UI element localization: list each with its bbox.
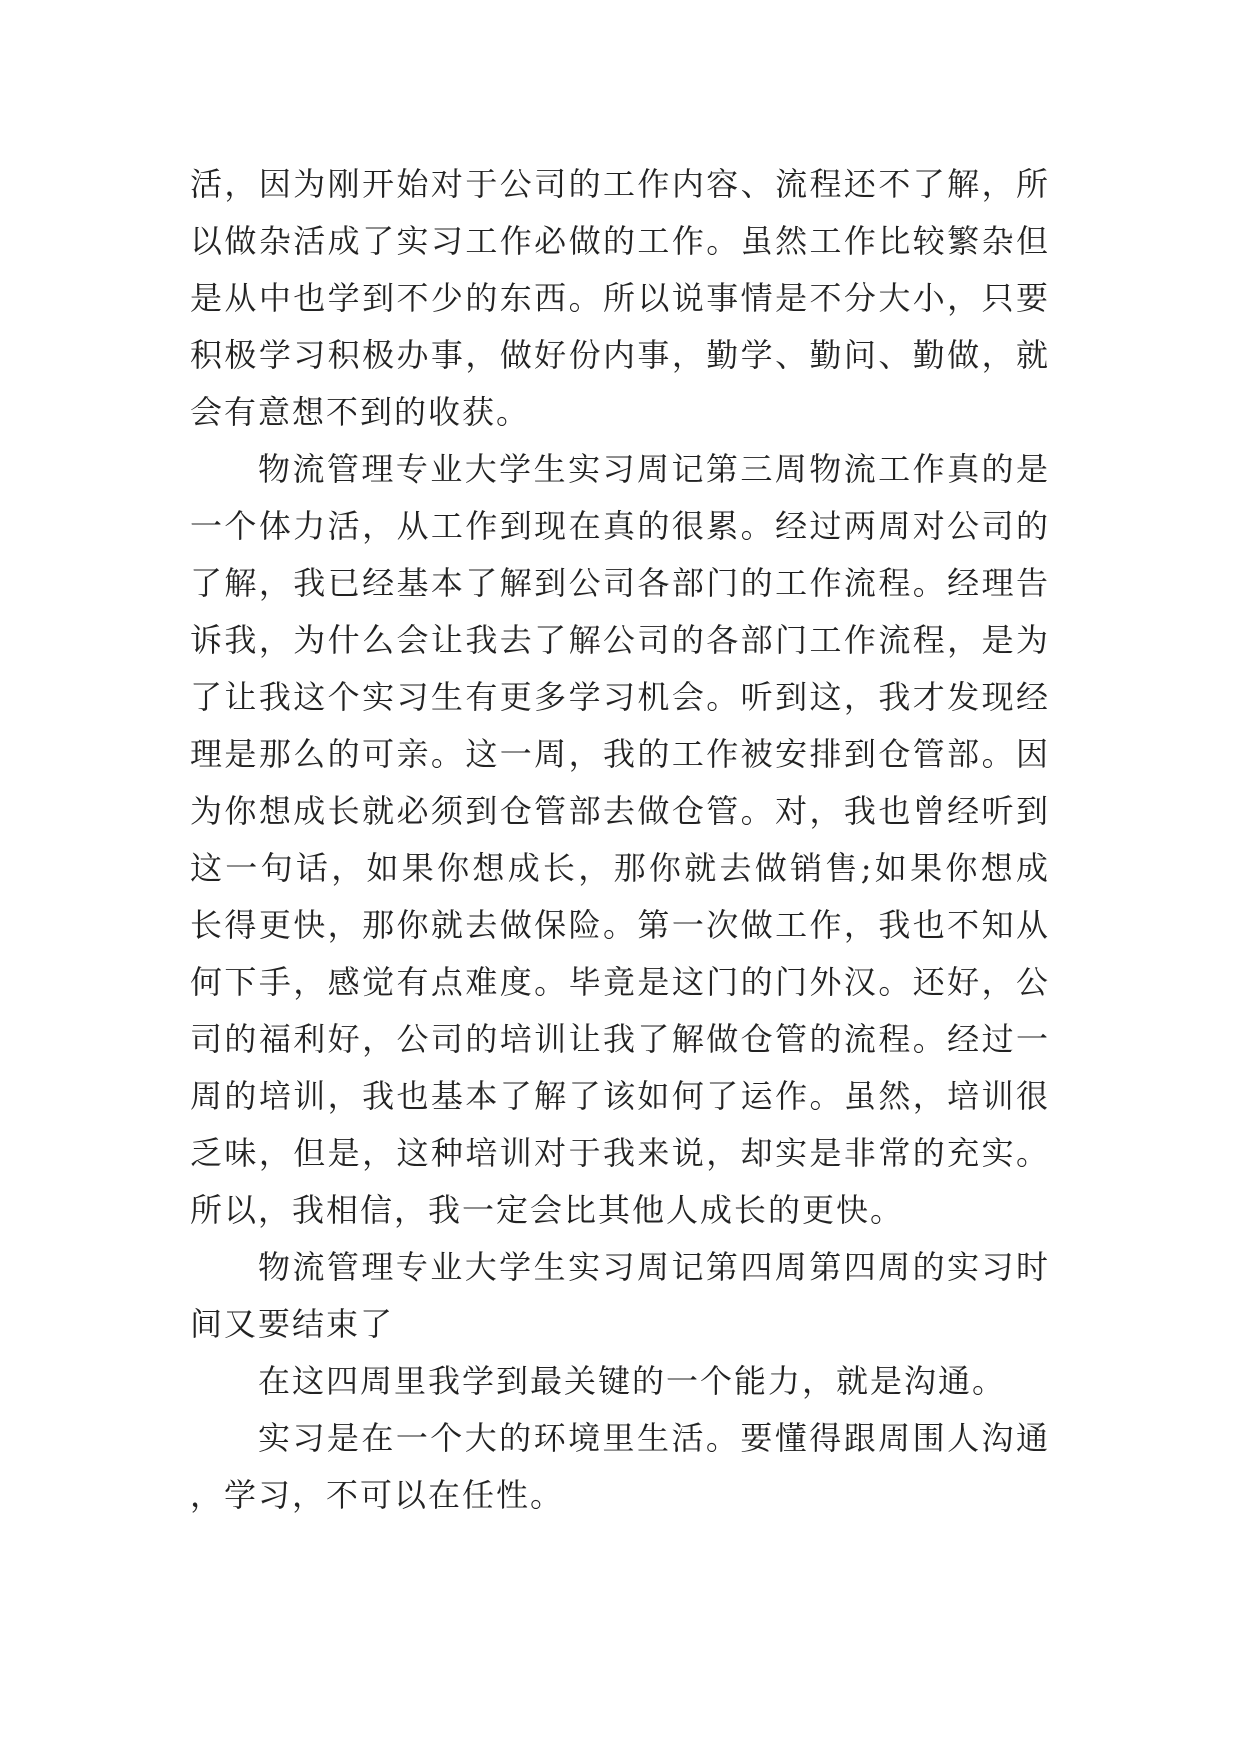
paragraph-communication: 在这四周里我学到最关键的一个能力，就是沟通。	[258, 1362, 1007, 1400]
paragraph-continuation: 活，因为刚开始对于公司的工作内容、流程还不了解，所以做杂活成了实习工作必做的工作。虽然工作比较繁杂但是从中也学到不少的东西。所以说事情是不分大小，只要积极学习积极办事，做好份内事，勤学、勤问、勤做，就会有意想不到的收获。	[190, 165, 1050, 431]
document-body	[190, 156, 1050, 1524]
paragraph-environment: 实习是在一个大的环境里生活。要懂得跟周围人沟通，学习，不可以在任性。	[190, 1419, 1050, 1514]
paragraph-week-three: 物流管理专业大学生实习周记第三周物流工作真的是一个体力活，从工作到现在真的很累。经过两周对公司的了解，我已经基本了解到公司各部门的工作流程。经理告诉我，为什么会让我去了解公司的各部门工作流程，是为了让我这个实习生有更多学习机会。听到这，我才发现经理是那么的可亲。这一周，我的工作被安排到仓管部。因为你想成长就必须到仓管部去做仓管。对，我也曾经听到这一句话，如果你想成长，那你就去做销售;如果你想成长得更快，那你就去做保险。第一次做工作，我也不知从何下手，感觉有点难度。毕竟是这门的门外汉。还好，公司的福利好，公司的培训让我了解做仓管的流程。经过一周的培训，我也基本了解了该如何了运作。虽然，培训很乏味，但是，这种培训对于我来说，却实是非常的充实。所以，我相信，我一定会比其他人成长的更快。	[190, 450, 1050, 1229]
paragraph-week-four-heading: 物流管理专业大学生实习周记第四周第四周的实习时间又要结束了	[190, 1248, 1050, 1343]
